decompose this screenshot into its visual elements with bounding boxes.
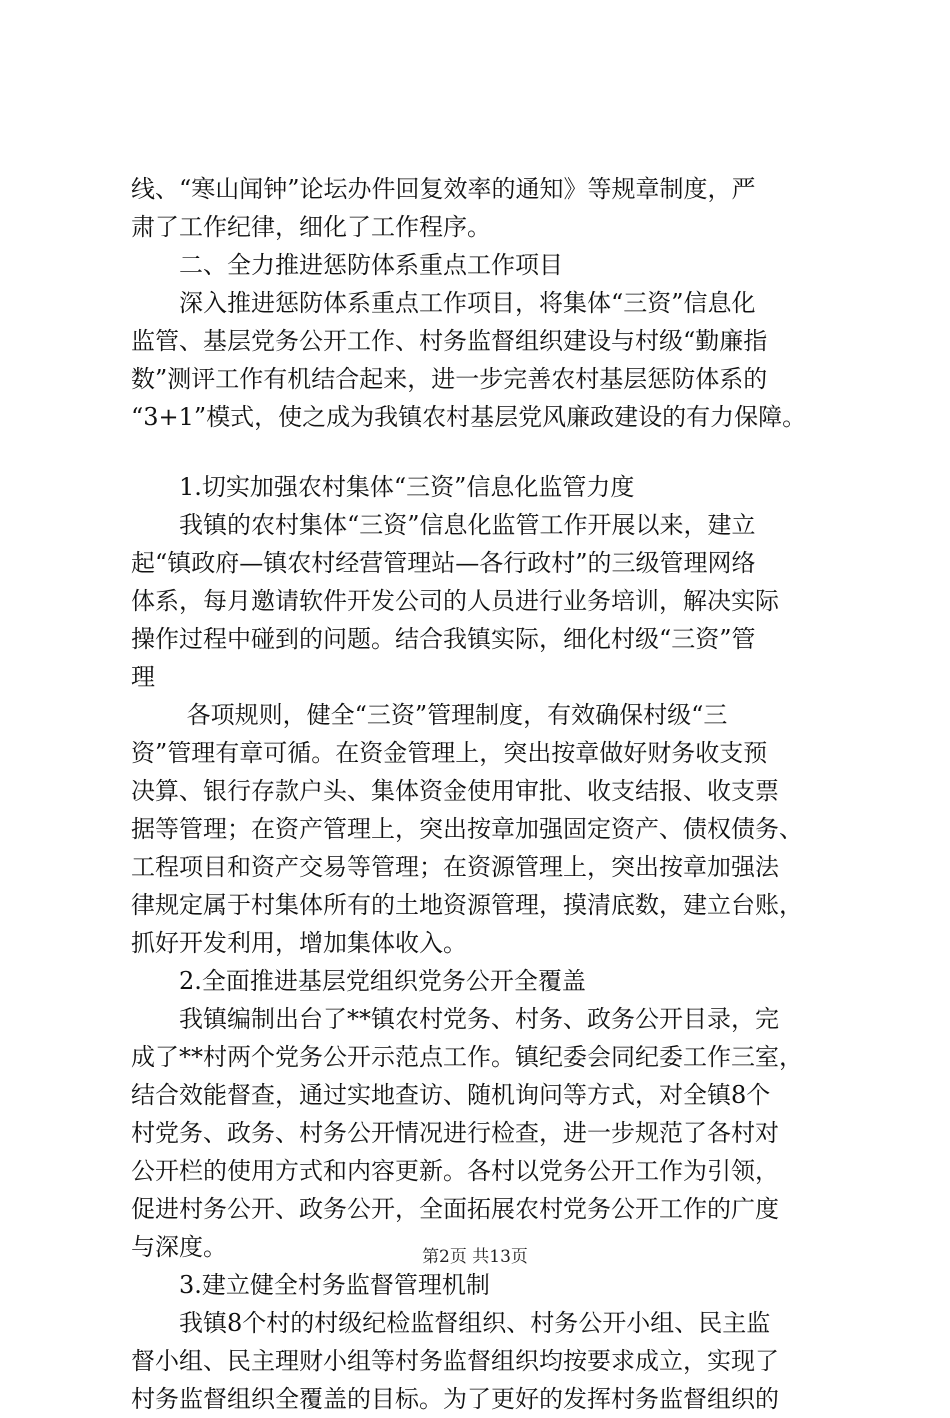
text-line: 2.全面推进基层党组织党务公开全覆盖 [131, 967, 586, 995]
text-line: 村党务、政务、村务公开情况进行检查，进一步规范了各村对 [131, 1119, 779, 1147]
text-line: 律规定属于村集体所有的土地资源管理，摸清底数，建立台账， [131, 891, 803, 919]
page-footer: 第2页 共13页 [422, 1247, 528, 1267]
text-line: 督小组、民主理财小组等村务监督组织均按要求成立，实现了 [131, 1347, 779, 1375]
text-line: 村务监督组织全覆盖的目标。为了更好的发挥村务监督组织的 [131, 1385, 779, 1413]
text-line: 工程项目和资产交易等管理；在资源管理上，突出按章加强法 [131, 853, 779, 881]
text-line: 与深度。 [131, 1233, 227, 1261]
body-text [131, 170, 831, 1418]
text-line: 体系，每月邀请软件开发公司的人员进行业务培训，解决实际 [131, 587, 779, 615]
text-line: 起“镇政府—镇农村经营管理站—各行政村”的三级管理网络 [131, 549, 756, 577]
text-line: 公开栏的使用方式和内容更新。各村以党务公开工作为引领， [131, 1157, 779, 1185]
text-line: 资”管理有章可循。在资金管理上，突出按章做好财务收支预 [131, 739, 768, 767]
text-line: 决算、银行存款户头、集体资金使用审批、收支结报、收支票 [131, 777, 779, 805]
text-line: 我镇编制出台了**镇农村党务、村务、政务公开目录，完 [131, 1005, 779, 1033]
text-line: 各项规则，健全“三资”管理制度，有效确保村级“三 [131, 701, 728, 729]
text-line: “3+1”模式，使之成为我镇农村基层党风廉政建设的有力保障。 [131, 403, 807, 431]
text-line: 监管、基层党务公开工作、村务监督组织建设与村级“勤廉指 [131, 327, 768, 355]
paragraph-group-intro [131, 170, 831, 436]
text-line: 据等管理；在资产管理上，突出按章加强固定资产、债权债务、 [131, 815, 803, 843]
text-line: 数”测评工作有机结合起来，进一步完善农村基层惩防体系的 [131, 365, 768, 393]
text-line: 操作过程中碰到的问题。结合我镇实际，细化村级“三资”管 [131, 625, 756, 653]
paragraph-gap [131, 436, 831, 468]
paragraph-group-sections [131, 468, 831, 1418]
text-line: 3.建立健全村务监督管理机制 [131, 1271, 490, 1299]
text-line: 理 [131, 663, 155, 691]
text-line: 线、“寒山闻钟”论坛办件回复效率的通知》等规章制度，严 [131, 175, 756, 203]
text-line: 二、全力推进惩防体系重点工作项目 [131, 251, 563, 279]
text-line: 深入推进惩防体系重点工作项目，将集体“三资”信息化 [131, 289, 756, 317]
text-line: 促进村务公开、政务公开，全面拓展农村党务公开工作的广度 [131, 1195, 779, 1223]
text-line: 我镇8个村的村级纪检监督组织、村务公开小组、民主监 [131, 1309, 771, 1337]
text-line: 结合效能督查，通过实地查访、随机询问等方式，对全镇8个 [131, 1081, 771, 1109]
text-line: 1.切实加强农村集体“三资”信息化监管力度 [131, 473, 635, 501]
text-line: 抓好开发利用，增加集体收入。 [131, 929, 467, 957]
text-line: 我镇的农村集体“三资”信息化监管工作开展以来，建立 [131, 511, 756, 539]
text-line: 成了**村两个党务公开示范点工作。镇纪委会同纪委工作三室， [131, 1043, 803, 1071]
text-line: 肃了工作纪律，细化了工作程序。 [131, 213, 491, 241]
